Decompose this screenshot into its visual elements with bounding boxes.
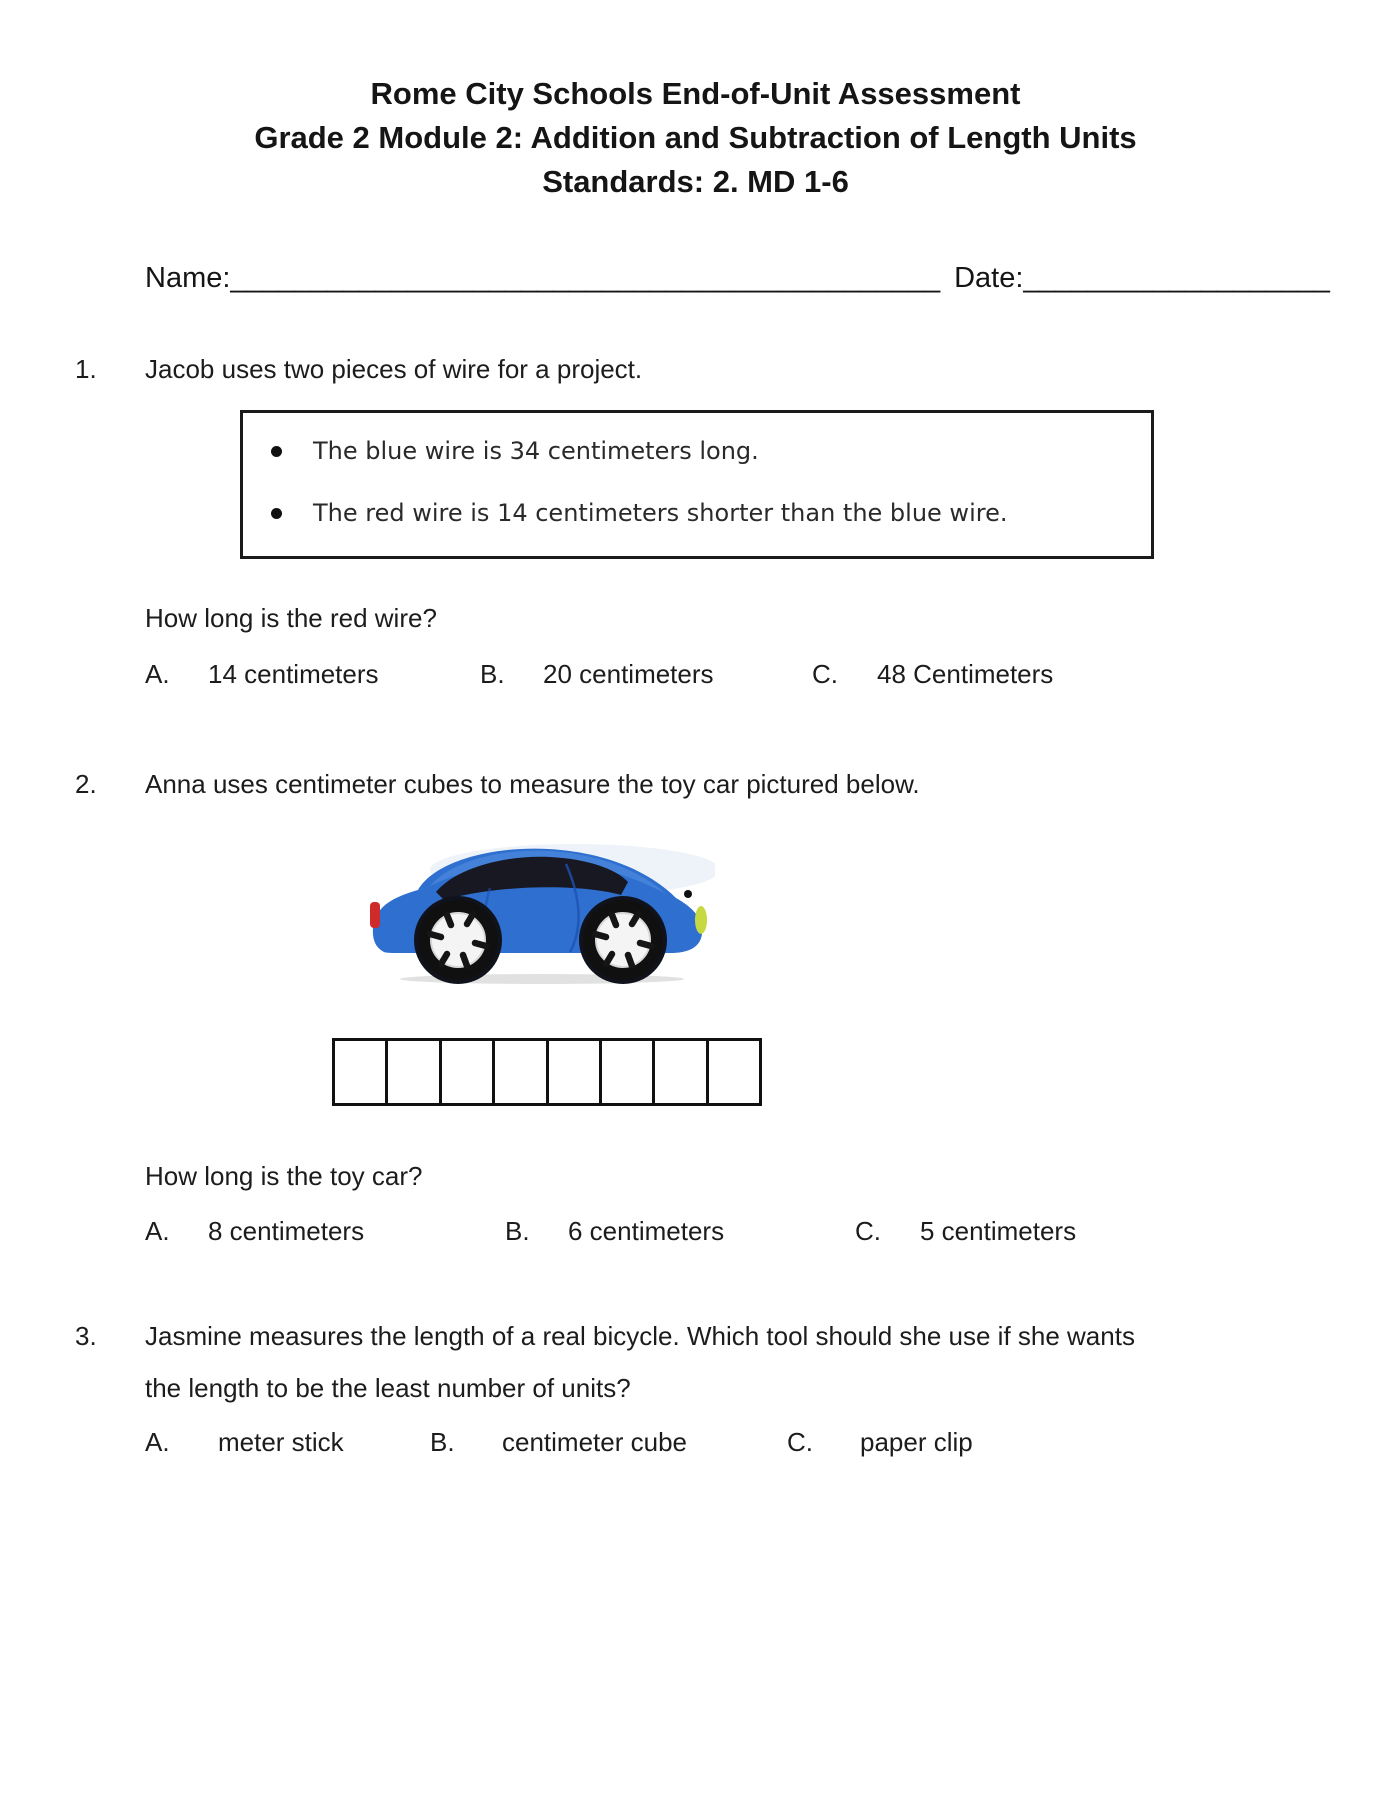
cube-cell xyxy=(549,1041,602,1103)
q2-prompt: Anna uses centimeter cubes to measure the toy car pictured below. xyxy=(145,769,920,799)
q1-number: 1. xyxy=(75,354,97,384)
q1-option-b-text: 20 centimeters xyxy=(543,659,714,689)
q2-option-b-letter: B. xyxy=(505,1216,530,1246)
page-title-line3: Standards: 2. MD 1-6 xyxy=(542,164,849,199)
q1-option-a-letter: A. xyxy=(145,659,170,689)
q1-prompt: Jacob uses two pieces of wire for a project. xyxy=(145,354,643,384)
q3-option-b-letter: B. xyxy=(430,1427,455,1457)
cube-cell xyxy=(655,1041,708,1103)
q3-option-b-text: centimeter cube xyxy=(502,1427,687,1457)
q1-option-a-text: 14 centimeters xyxy=(208,659,379,689)
cube-cell xyxy=(602,1041,655,1103)
bullet-dot-icon xyxy=(271,508,282,519)
q2-option-c-text: 5 centimeters xyxy=(920,1216,1077,1246)
q1-option-b-letter: B. xyxy=(480,659,505,689)
cube-cell xyxy=(709,1041,759,1103)
q3-option-a-text: meter stick xyxy=(218,1427,344,1457)
q3-option-c-letter: C. xyxy=(787,1427,813,1457)
date-label: Date: xyxy=(954,262,1024,294)
name-label: Name: xyxy=(145,262,231,294)
page-title-line1: Rome City Schools End-of-Unit Assessment xyxy=(370,76,1021,111)
cube-cell xyxy=(442,1041,495,1103)
cube-cell xyxy=(388,1041,441,1103)
cube-cell xyxy=(335,1041,388,1103)
q3-option-c-text: paper clip xyxy=(860,1427,973,1457)
q2-option-a-text: 8 centimeters xyxy=(208,1216,365,1246)
cube-cell xyxy=(495,1041,548,1103)
q2-option-a-letter: A. xyxy=(145,1216,170,1246)
cube-grid xyxy=(332,1038,762,1106)
page-title-line2: Grade 2 Module 2: Addition and Subtraction of Length Units xyxy=(254,120,1137,155)
date-blank-line: ___________________ xyxy=(1023,262,1330,294)
q2-number: 2. xyxy=(75,769,97,799)
q2-option-c-letter: C. xyxy=(855,1216,881,1246)
toy-car-image xyxy=(370,840,715,985)
bullet-dot-icon xyxy=(271,446,282,457)
q1-question: How long is the red wire? xyxy=(145,603,437,633)
name-blank-line: ____________________________________________ xyxy=(230,262,941,294)
q1-option-c-letter: C. xyxy=(812,659,838,689)
q3-number: 3. xyxy=(75,1321,97,1351)
q2-option-b-text: 6 centimeters xyxy=(568,1216,725,1246)
q3-prompt-line2: the length to be the least number of units? xyxy=(145,1373,631,1403)
q3-option-a-letter: A. xyxy=(145,1427,170,1457)
q1-info-box xyxy=(240,410,1154,559)
q1-bullet-2-text: The red wire is 14 centimeters shorter than the blue wire. xyxy=(313,499,1008,527)
name-date-row xyxy=(145,262,1330,295)
q1-bullet-1-text: The blue wire is 34 centimeters long. xyxy=(313,437,759,465)
q2-question: How long is the toy car? xyxy=(145,1161,423,1191)
q1-bullet-2 xyxy=(271,499,1007,527)
q1-option-c-text: 48 Centimeters xyxy=(877,659,1054,689)
q1-bullet-1 xyxy=(271,437,759,465)
q3-prompt-line1: Jasmine measures the length of a real bicycle. Which tool should she use if she wants xyxy=(145,1321,1135,1351)
